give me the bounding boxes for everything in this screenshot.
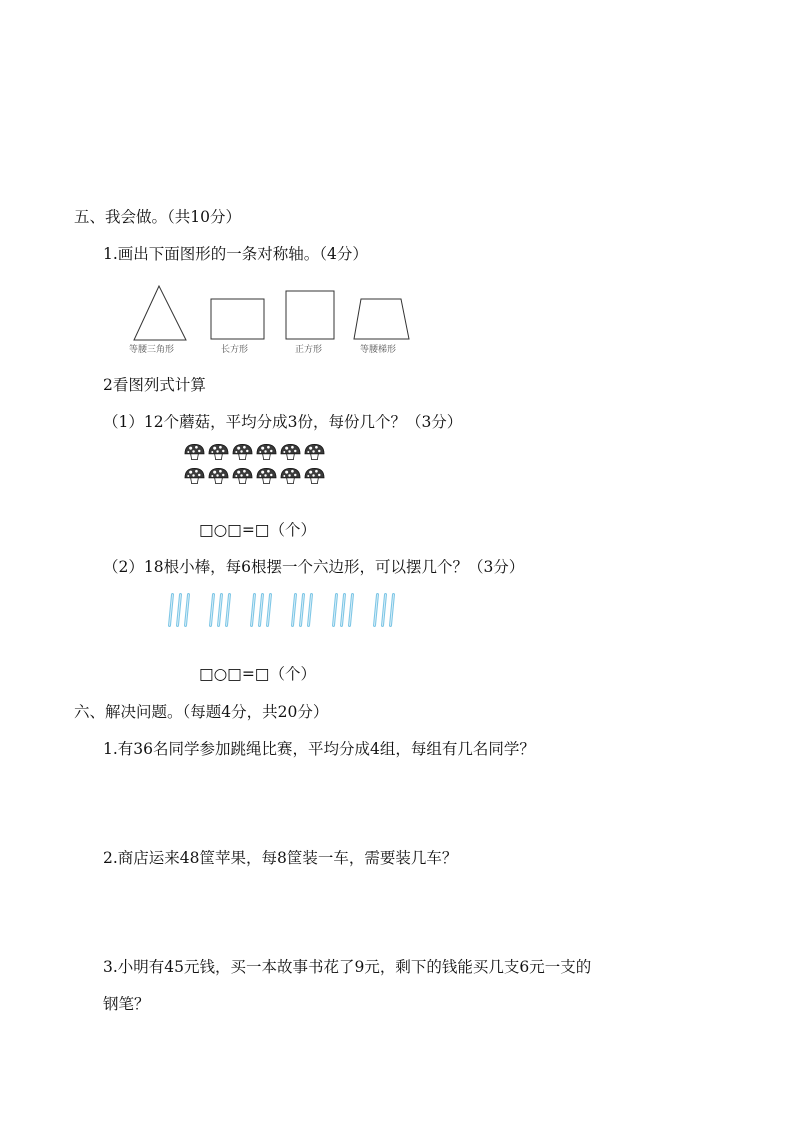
stick-icon [381, 593, 387, 627]
stick-icon [225, 593, 231, 627]
shape-label-isosceles-trapezoid: 等腰梯形 [360, 345, 397, 355]
stick-icon [258, 593, 264, 627]
rectangle-icon [211, 299, 264, 339]
question-5-2-part-2: （2）18根小棒，每6根摆一个六边形，可以摆几个？（3分） [103, 558, 525, 576]
mushroom-group [184, 443, 325, 491]
answer-template-part-1: □○□=□（个） [199, 521, 316, 539]
stick-icon [209, 593, 215, 627]
shape-label-square: 正方形 [295, 345, 323, 355]
mushroom-icon [304, 443, 325, 461]
stick-icon [332, 593, 338, 627]
mushroom-icon [256, 443, 277, 461]
stick-group [332, 593, 354, 627]
mushroom-icon [208, 443, 229, 461]
mushroom-row [184, 443, 325, 461]
question-6-2: 2.商店运来48筐苹果，每8筐装一车，需要装几车？ [103, 849, 458, 867]
mushroom-icon [304, 467, 325, 485]
stick-icon [389, 593, 395, 627]
question-5-1: 1.画出下面图形的一条对称轴。（4分） [103, 245, 368, 263]
question-6-3-line-2: 钢笔？ [103, 995, 150, 1013]
question-6-3-line-1: 3.小明有45元钱，买一本故事书花了9元，剩下的钱能买几支6元一支的 [103, 958, 592, 976]
stick-icon [307, 593, 313, 627]
isosceles-triangle-icon [134, 286, 186, 340]
stick-group [373, 593, 395, 627]
stick-group [250, 593, 272, 627]
mushroom-icon [232, 467, 253, 485]
mushroom-icon [280, 467, 301, 485]
shape-label-isosceles-triangle: 等腰三角形 [129, 345, 175, 355]
question-5-2: 2看图列式计算 [103, 376, 206, 394]
stick-group [209, 593, 231, 627]
stick-icon [176, 593, 182, 627]
question-6-1: 1.有36名同学参加跳绳比赛，平均分成4组，每组有几名同学？ [103, 740, 535, 758]
stick-icon [291, 593, 297, 627]
stick-icon [217, 593, 223, 627]
mushroom-icon [208, 467, 229, 485]
mushroom-icon [184, 467, 205, 485]
question-5-2-part-1: （1）12个蘑菇，平均分成3份，每份几个？（3分） [103, 413, 463, 431]
stick-icon [373, 593, 379, 627]
stick-icon [250, 593, 256, 627]
section-6-heading: 六、解决问题。（每题4分，共20分） [74, 703, 329, 721]
stick-icon [348, 593, 354, 627]
stick-icon [168, 593, 174, 627]
stick-group-row [168, 593, 395, 627]
mushroom-icon [280, 443, 301, 461]
mushroom-icon [184, 443, 205, 461]
answer-template-part-2: □○□=□（个） [199, 665, 316, 683]
stick-icon [184, 593, 190, 627]
isosceles-trapezoid-icon [354, 299, 409, 339]
shape-label-rectangle: 长方形 [221, 345, 249, 355]
mushroom-icon [256, 467, 277, 485]
stick-group [291, 593, 313, 627]
square-icon [286, 291, 334, 339]
shapes-figure [120, 280, 420, 342]
stick-icon [266, 593, 272, 627]
section-5-heading: 五、我会做。（共10分） [74, 208, 241, 226]
sticks-row [168, 593, 395, 627]
mushroom-row [184, 467, 325, 485]
stick-icon [299, 593, 305, 627]
mushroom-icon [232, 443, 253, 461]
stick-group [168, 593, 190, 627]
stick-icon [340, 593, 346, 627]
